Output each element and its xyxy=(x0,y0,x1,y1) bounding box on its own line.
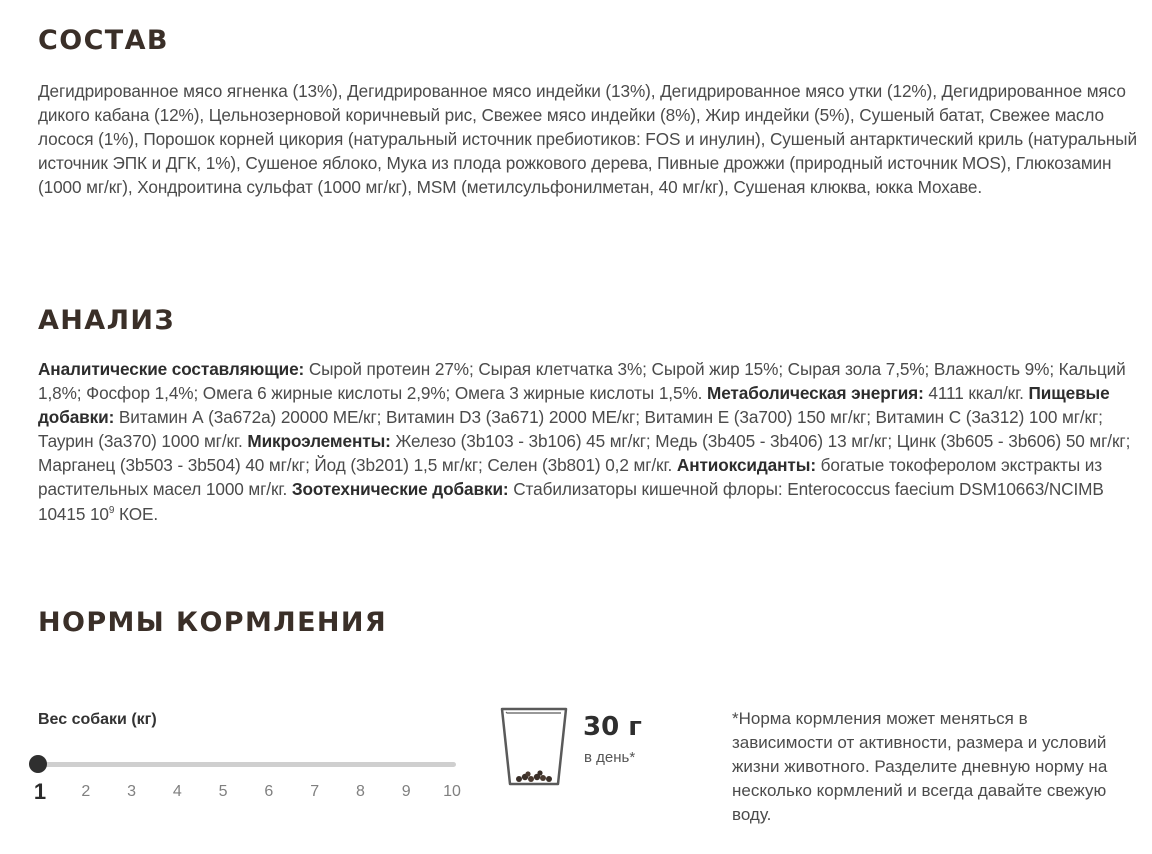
weight-option-6[interactable]: 6 xyxy=(264,783,274,800)
weight-option-2[interactable]: 2 xyxy=(81,783,91,800)
daily-amount-value: 30 г xyxy=(583,712,642,742)
trace-elements-label: Микроэлементы: xyxy=(247,431,391,452)
analysis-text xyxy=(38,357,1150,526)
antioxidants-text: богатые токоферолом экстракты из растительных масел 1000 мг/кг. xyxy=(38,455,1103,500)
analytical-text: Сырой протеин 27%; Сырая клетчатка 3%; Сырой жир 15%; Сырая зола 7,5%; Влажность 9%; Кальций 1,8%; Фосфор 1,4%; Омега 6 жирные кислоты 2,9%; Омега 3 жирные кислоты 1,5%. xyxy=(38,359,1126,404)
additives-text: Витамин А (3а672а) 20000 МЕ/кг; Витамин D3 (3а671) 2000 МЕ/кг; Витамин Е (3а700) 150 мг/кг; Витамин С (3а312) 100 мг/кг; Таурин (3а370) 1000 мг/кг. xyxy=(38,407,1103,452)
weight-option-1[interactable]: 1 xyxy=(33,779,47,804)
weight-option-5[interactable]: 5 xyxy=(218,783,228,800)
weight-slider-handle[interactable] xyxy=(29,755,47,773)
composition-title: СОСТАВ xyxy=(38,25,169,56)
analytical-label: Аналитические составляющие: xyxy=(38,359,305,379)
trace-elements-text: Железо (3b103 - 3b106) 45 мг/кг; Медь (3b405 - 3b406) 13 мг/кг; Цинк (3b605 - 3b606) 50 мг/кг; Марганец (3b503 - 3b504) 40 мг/кг; Йод (3b201) 1,5 мг/кг; Селен (3b801) 0,2 мг/кг. xyxy=(38,431,1131,476)
feeding-title: НОРМЫ КОРМЛЕНИЯ xyxy=(38,607,388,638)
weight-option-9[interactable]: 9 xyxy=(401,783,411,800)
food-cup-icon xyxy=(500,707,570,787)
zootech-unit: КОЕ. xyxy=(114,503,159,524)
weight-option-10[interactable]: 10 xyxy=(443,783,461,800)
composition-text: Дегидрированное мясо ягненка (13%), Дегидрированное мясо индейки (13%), Дегидрированное мясо утки (12%), Дегидрированное мясо дикого кабана (12%), Цельнозерновой коричневый рис, Свежее мясо индейки (8%), Жир индейки (5%), Сушеный батат, Свежее масло лосося (1%), Порошок корней цикория (натуральный источник пребиотиков: FOS и инулин), Сушеный антарктический криль (натуральный источник ЭПК и ДГК, 1%), Сушеное яблоко, Мука из плода рожкового дерева, Пивные дрожжи (природный источник MOS), Глюкозамин (1000 мг/кг), Хондроитина сульфат (1000 мг/кг), MSM (метилсульфонилметан, 40 мг/кг), Сушеная клюква, юкка Мохаве. xyxy=(38,81,1137,198)
weight-label: Вес собаки (кг) xyxy=(38,711,157,728)
analysis-title: АНАЛИЗ xyxy=(38,305,175,336)
weight-option-4[interactable]: 4 xyxy=(172,783,182,800)
weight-slider-track[interactable] xyxy=(38,762,456,767)
zootech-text: Стабилизаторы кишечной флоры: Enterococcus faecium DSM10663/NCIMB 10415 10 xyxy=(38,479,1104,524)
weight-option-7[interactable]: 7 xyxy=(310,783,320,800)
antioxidants-label: Антиоксиданты: xyxy=(676,455,816,476)
daily-amount-unit: в день* xyxy=(584,749,636,766)
zootech-exponent: 9 xyxy=(108,504,115,516)
energy-label: Метаболическая энергия: xyxy=(706,383,924,404)
energy-text: 4111 ккал/кг. xyxy=(923,383,1029,404)
zootech-label: Зоотехнические добавки: xyxy=(291,479,509,500)
weight-option-8[interactable]: 8 xyxy=(355,783,365,800)
feeding-note: *Норма кормления может меняться в зависимости от активности, размера и условий жизни животного. Разделите дневную норму на несколько кормлений и всегда давайте свежую воду. xyxy=(732,709,1108,825)
additives-label: Пищевые добавки: xyxy=(38,383,1110,428)
weight-option-3[interactable]: 3 xyxy=(127,783,136,800)
